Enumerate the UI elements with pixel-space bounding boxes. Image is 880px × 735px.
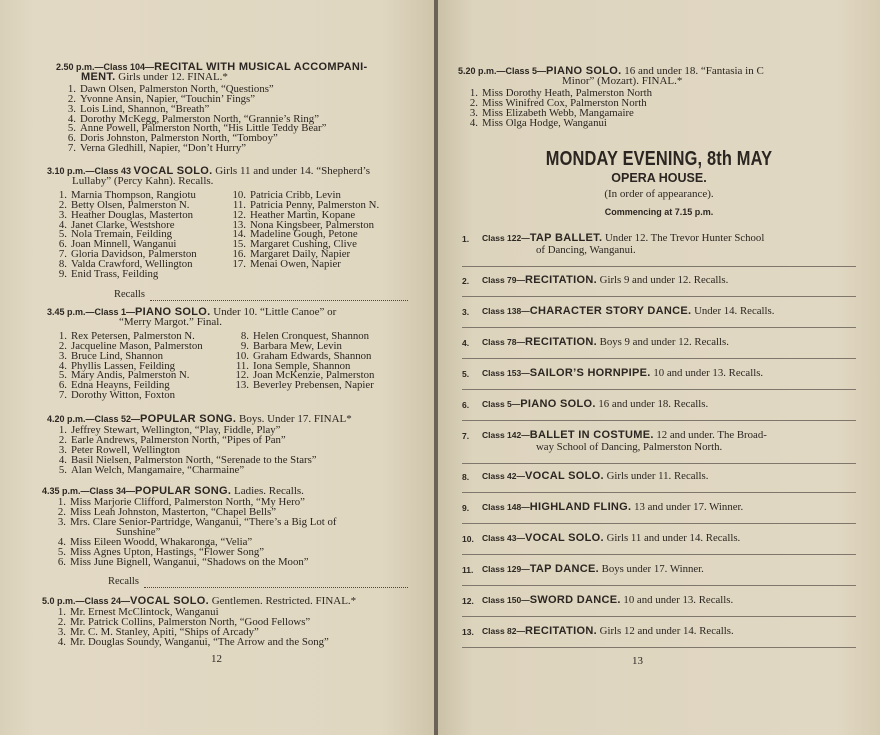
item-title: TAP DANCE. — [529, 563, 599, 575]
item-detail: Girls 9 and under 12. Recalls. — [596, 274, 729, 286]
item-title: VOCAL SOLO. — [525, 532, 604, 544]
event-time: 4.35 p.m.—Class 34— — [42, 486, 136, 496]
list-item: 4. Janet Clarke, Westshore — [58, 218, 175, 231]
class-number: Class 122— — [482, 233, 530, 243]
item-separator — [462, 463, 856, 464]
left-page — [0, 0, 434, 735]
list-item: 8. Helen Cronquest, Shannon — [240, 329, 370, 342]
event-title-cont: MENT. — [81, 71, 116, 84]
list-item: 4. Dorothy McKegg, Palmerston North, “Grannie’s Ring” — [67, 112, 319, 125]
list-item: 12. Heather Martin, Kopane — [232, 208, 356, 221]
list-item: 2. Yvonne Ansin, Napier, “Touchin’ Fings” — [67, 92, 256, 105]
list-item: 6. Doris Johnston, Palmerston North, “Tomboy” — [67, 132, 278, 145]
item-detail: Boys under 17. Winner. — [598, 563, 704, 575]
item-detail: Girls 11 and under 14. Recalls. — [603, 532, 741, 544]
item-detail-cont: of Dancing, Wanganui. — [536, 244, 636, 256]
event-2-50-recital — [56, 62, 416, 154]
list-item: 9. Barbara Mew, Levin — [240, 339, 342, 352]
list-item: 13. Nona Kingsbeer, Palmerston — [232, 218, 375, 231]
list-item: 3. Miss Elizabeth Webb, Mangamaire — [469, 106, 634, 119]
item-detail: Girls under 11. Recalls. — [603, 470, 709, 482]
list-item: 2. Miss Winifred Cox, Palmerston North — [469, 96, 647, 109]
list-item: 1. Rex Petersen, Palmerston N. — [58, 329, 195, 342]
item-title: TAP BALLET. — [529, 232, 603, 244]
order-note: (In order of appearance). — [604, 188, 714, 200]
event-detail-cont: Minor” (Mozart). FINAL.* — [562, 75, 683, 88]
item-title: HIGHLAND FLING. — [529, 501, 632, 513]
list-item: 1. Dawn Olsen, Palmerston North, “Questions” — [67, 82, 274, 95]
item-title: SAILOR’S HORNPIPE. — [529, 367, 651, 379]
list-item: 5. Nola Tremain, Feilding — [58, 228, 173, 241]
list-item: 3. Bruce Lind, Shannon — [58, 349, 164, 362]
event-title: PIANO SOLO. — [135, 306, 211, 318]
page-number: 13 — [632, 655, 643, 667]
list-item: 2. Betty Olsen, Palmerston N. — [58, 198, 190, 211]
event-4-20-popular-song — [47, 414, 419, 476]
event-5-0-vocal-solo — [42, 596, 420, 648]
programme-item — [462, 398, 852, 410]
entrant-columns — [47, 330, 419, 401]
list-item: 7. Verna Gledhill, Napier, “Don’t Hurry” — [67, 142, 247, 155]
list-item: 1. Marnia Thompson, Rangiotu — [58, 188, 196, 201]
class-number: Class 43— — [482, 533, 525, 543]
programme-item — [462, 232, 852, 256]
list-item: 3. Mrs. Clare Senior-Partridge, Wanganui, “There’s a Big Lot of Sunshine” — [57, 516, 337, 539]
item-separator — [462, 585, 856, 586]
item-detail: 16 and under 18. Recalls. — [595, 398, 709, 410]
list-item: 4. Mr. Douglas Soundy, Wanganui, “The Arrow and the Song” — [57, 636, 329, 649]
recalls-label: Recalls — [114, 289, 145, 300]
item-title: CHARACTER STORY DANCE. — [529, 305, 692, 317]
item-number: 13. — [462, 627, 474, 637]
programme-item — [462, 563, 852, 575]
list-item: 10. Graham Edwards, Shannon — [235, 349, 372, 362]
list-item: 1. Miss Marjorie Clifford, Palmerston North, “My Hero” — [57, 496, 305, 509]
entrant-list — [42, 498, 420, 567]
venue: OPERA HOUSE. — [611, 171, 707, 185]
event-detail: Under 10. “Little Canoe” or — [210, 306, 337, 318]
event-title: POPULAR SONG. — [135, 485, 232, 497]
item-separator — [462, 523, 856, 524]
class-number: Class 129— — [482, 564, 530, 574]
item-number: 6. — [462, 400, 470, 410]
list-item: 4. Basil Nielsen, Palmerston North, “Serenade to the Stars” — [58, 454, 317, 467]
class-number: Class 138— — [482, 306, 530, 316]
item-separator — [462, 358, 856, 359]
list-item: 2. Earle Andrews, Palmerston North, “Pipes of Pan” — [58, 434, 286, 447]
event-4-35-popular-song — [42, 486, 420, 568]
item-number: 10. — [462, 534, 474, 544]
item-title: RECITATION. — [525, 625, 597, 637]
evening-heading: MONDAY EVENING, 8th MAY — [545, 148, 773, 170]
event-time: 5.0 p.m.—Class 24— — [42, 596, 131, 606]
list-item: 6. Miss June Bignell, Wanganui, “Shadows on the Moon” — [57, 555, 309, 568]
item-title: BALLET IN COSTUME. — [529, 429, 654, 441]
list-item: 9. Enid Trass, Feilding — [58, 268, 159, 281]
recalls-line — [150, 300, 408, 301]
list-item: 7. Dorothy Witton, Foxton — [58, 389, 176, 402]
event-time: 3.10 p.m.—Class 43 — [47, 166, 134, 176]
item-separator — [462, 616, 856, 617]
event-title: POPULAR SONG. — [140, 413, 237, 425]
programme-item — [462, 367, 852, 379]
item-number: 12. — [462, 596, 474, 606]
list-item: 15. Margaret Cushing, Clive — [232, 238, 357, 251]
list-item: 5. Mary Andis, Palmerston N. — [58, 369, 190, 382]
programme-item — [462, 305, 852, 317]
programme-item — [462, 532, 852, 544]
event-title: VOCAL SOLO. — [133, 165, 213, 177]
class-number: Class 82— — [482, 626, 525, 636]
class-number: Class 150— — [482, 595, 530, 605]
list-item: 4. Miss Olga Hodge, Wanganui — [469, 116, 607, 129]
list-item: 5. Miss Agnes Upton, Hastings, “Flower Song” — [57, 545, 265, 558]
event-detail: Girls under 12. FINAL.* — [115, 71, 228, 84]
start-time: Commencing at 7.15 p.m. — [604, 207, 714, 217]
event-time: 5.20 p.m.—Class 5— — [458, 66, 547, 76]
class-number: Class 78— — [482, 337, 525, 347]
event-5-20-piano-solo — [458, 66, 858, 128]
list-item: 6. Edna Heayns, Feilding — [58, 379, 170, 392]
event-title: VOCAL SOLO. — [130, 595, 209, 607]
item-number: 2. — [462, 276, 470, 286]
list-item: 5. Anne Powell, Palmerston North, “His Little Teddy Bear” — [67, 122, 327, 135]
item-number: 11. — [462, 565, 474, 575]
event-detail: Girls 11 and under 14. “Shepherd’s — [212, 165, 370, 177]
programme-item — [462, 625, 852, 637]
list-item: 13. Beverley Prebensen, Napier — [235, 379, 374, 392]
list-item: 6. Joan Minnell, Wanganui — [58, 238, 177, 251]
item-number: 9. — [462, 503, 470, 513]
event-detail: Boys. Under 17. FINAL* — [236, 413, 352, 425]
item-separator — [462, 266, 856, 267]
event-time: 4.20 p.m.—Class 52— — [47, 414, 141, 424]
item-separator — [462, 327, 856, 328]
programme-item — [462, 274, 852, 286]
event-3-10-vocal-solo — [47, 166, 419, 280]
entrant-list — [458, 86, 858, 129]
list-item: 10. Patricia Cribb, Levin — [232, 188, 341, 201]
class-number: Class 142— — [482, 430, 530, 440]
item-separator — [462, 492, 856, 493]
recalls-label: Recalls — [108, 576, 139, 587]
list-item: 3. Lois Lind, Shannon, “Breath” — [67, 102, 210, 115]
list-item: 3. Mr. C. M. Stanley, Apiti, “Ships of Arcady” — [57, 626, 259, 639]
list-item: 17. Menai Owen, Napier — [232, 258, 341, 271]
class-number: Class 148— — [482, 502, 530, 512]
item-title: SWORD DANCE. — [529, 594, 621, 606]
list-item: 2. Miss Leah Johnston, Masterton, “Chapel Bells” — [57, 506, 277, 519]
list-item: 1. Jeffrey Stewart, Wellington, “Play, Fiddle, Play” — [58, 424, 281, 437]
event-title: PIANO SOLO. — [546, 65, 622, 77]
list-item: 2. Jacqueline Mason, Palmerston — [58, 339, 203, 352]
page-number: 12 — [211, 653, 222, 665]
event-3-45-piano-solo — [47, 307, 419, 401]
event-time: 3.45 p.m.—Class 1— — [47, 307, 136, 317]
programme-item — [462, 470, 852, 482]
item-title: RECITATION. — [525, 336, 597, 348]
right-page — [438, 0, 880, 735]
item-separator — [462, 420, 856, 421]
item-title: VOCAL SOLO. — [525, 470, 604, 482]
item-number: 4. — [462, 338, 470, 348]
recalls-line — [144, 587, 408, 588]
event-detail-cont: “Merry Margot.” Final. — [119, 316, 223, 329]
list-item: 2. Mr. Patrick Collins, Palmerston North, “Good Fellows” — [57, 616, 311, 629]
class-number: Class 153— — [482, 368, 530, 378]
class-number: Class 79— — [482, 275, 525, 285]
list-item: 3. Heather Douglas, Masterton — [58, 208, 194, 221]
list-item: 5. Alan Welch, Mangamaire, “Charmaine” — [58, 464, 245, 477]
item-number: 5. — [462, 369, 470, 379]
item-detail: 10 and under 13. Recalls. — [620, 594, 734, 606]
item-detail: Under 12. The Trevor Hunter School — [602, 232, 765, 244]
programme-item — [462, 336, 852, 348]
item-detail: Girls 12 and under 14. Recalls. — [596, 625, 734, 637]
event-detail: Gentlemen. Restricted. FINAL.* — [208, 595, 357, 607]
event-detail: 16 and under 18. “Fantasia in C — [621, 65, 764, 77]
item-title: PIANO SOLO. — [520, 398, 596, 410]
item-title: RECITATION. — [525, 274, 597, 286]
class-number: Class 5— — [482, 399, 521, 409]
event-detail-cont: Lullaby” (Percy Kahn). Recalls. — [72, 175, 214, 188]
list-item: 3. Peter Rowell, Wellington — [58, 444, 180, 457]
entrant-list — [47, 329, 237, 402]
item-separator — [462, 296, 856, 297]
entrant-list — [56, 82, 416, 155]
item-separator — [462, 389, 856, 390]
list-item: 4. Miss Eileen Woodd, Whakaronga, “Velia” — [57, 536, 253, 549]
event-title: RECITAL WITH MUSICAL ACCOMPANI- — [154, 61, 368, 73]
entrant-list — [229, 329, 419, 401]
list-item: 11. Iona Semple, Shannon — [235, 359, 351, 372]
item-detail: Boys 9 and under 12. Recalls. — [596, 336, 729, 348]
programme-item — [462, 594, 852, 606]
item-separator — [462, 647, 856, 648]
class-number: Class 42— — [482, 471, 525, 481]
list-item: 12. Joan McKenzie, Palmerston — [235, 369, 375, 382]
item-separator — [462, 554, 856, 555]
item-detail: 10 and under 13. Recalls. — [650, 367, 764, 379]
list-item: 11. Patricia Penny, Palmerston N. — [232, 198, 380, 211]
event-time: 2.50 p.m.—Class 104— — [56, 62, 155, 72]
list-item: 8. Valda Crawford, Wellington — [58, 258, 193, 271]
entrant-list — [226, 188, 419, 280]
event-detail: Ladies. Recalls. — [231, 485, 304, 497]
entrant-columns — [47, 189, 419, 280]
item-number: 7. — [462, 431, 470, 441]
list-item: 16. Margaret Daily, Napier — [232, 248, 351, 261]
item-detail: 12 and under. The Broad- — [653, 429, 767, 441]
item-detail: Under 14. Recalls. — [691, 305, 775, 317]
list-item: 1. Mr. Ernest McClintock, Wanganui — [57, 606, 219, 619]
list-item: 1. Miss Dorothy Heath, Palmerston North — [469, 86, 653, 99]
programme-item — [462, 501, 852, 513]
entrant-list — [47, 426, 419, 476]
item-number: 1. — [462, 234, 470, 244]
list-item: 14. Madeline Gough, Petone — [232, 228, 358, 241]
item-detail: 13 and under 17. Winner. — [631, 501, 744, 513]
item-number: 8. — [462, 472, 470, 482]
item-detail-cont: way School of Dancing, Palmerston North. — [536, 441, 723, 453]
list-item: 4. Phyllis Lassen, Feilding — [58, 359, 176, 372]
entrant-list — [47, 188, 240, 281]
list-item: 7. Gloria Davidson, Palmerston — [58, 248, 197, 261]
programme-item — [462, 429, 852, 453]
item-number: 3. — [462, 307, 470, 317]
entrant-list — [42, 608, 420, 648]
